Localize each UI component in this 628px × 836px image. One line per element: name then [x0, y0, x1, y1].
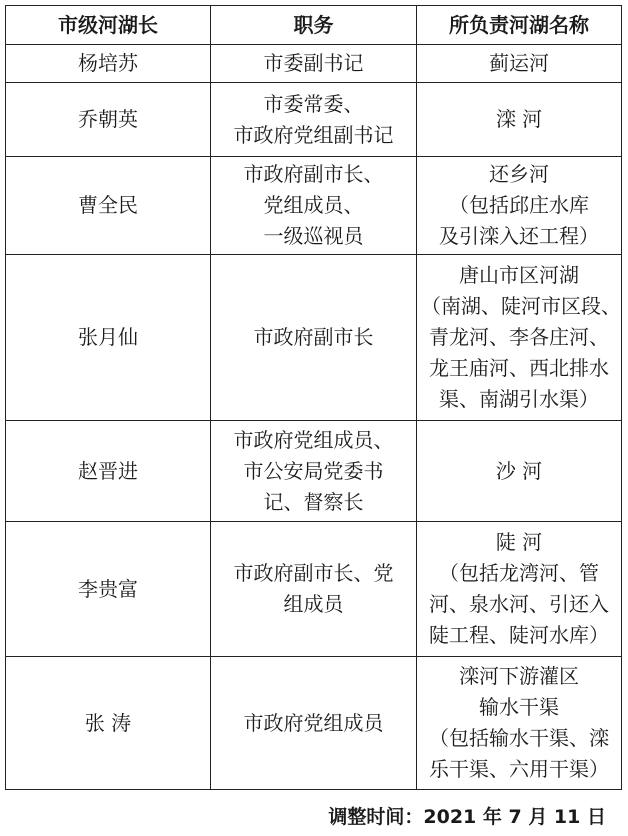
position-line: 市委常委、 [263, 91, 364, 116]
rivers-cell [417, 255, 622, 421]
river-line: （南湖、陡河市区段、 [421, 294, 621, 318]
river-line: 乐干渠、六用干渠） [429, 757, 609, 781]
river-line: 及引滦入还工程） [439, 224, 599, 248]
river-line: 渠、南湖引水渠） [439, 387, 599, 411]
position-line: 市政府副市长 [253, 325, 374, 349]
river-line: 龙王庙河、西北排水 [429, 356, 609, 380]
river-line: 陡 河 [495, 530, 543, 554]
river-line: 陡工程、陡河水库） [429, 623, 609, 647]
chief-name: 杨培苏 [6, 45, 211, 83]
river-line: 河、泉水河、引还入 [429, 592, 609, 616]
river-line: 蓟运河 [489, 51, 549, 75]
header-position: 职务 [211, 6, 417, 45]
rivers-cell [417, 45, 622, 83]
header-chief: 市级河湖长 [6, 6, 211, 45]
table-body [6, 45, 622, 790]
river-line: 滦河下游灌区 [459, 664, 579, 688]
table-row [6, 83, 622, 157]
adjustment-date: 调整时间：2021 年 7 月 11 日 [328, 806, 606, 828]
river-line: （包括龙湾河、管 [439, 561, 599, 585]
chief-name: 赵晋进 [6, 421, 211, 522]
position-line: 市公安局党委书 [243, 458, 384, 483]
position-cell [211, 657, 417, 790]
position-line: 市政府副市长、党 [233, 561, 394, 585]
rivers-cell [417, 657, 622, 790]
river-line: 唐山市区河湖 [459, 263, 579, 287]
position-line: 组成员 [283, 592, 344, 616]
river-line: （包括输水干渠、滦 [429, 726, 609, 750]
position-cell [211, 522, 417, 657]
position-line: 一级巡视员 [263, 224, 364, 248]
chief-name: 张 涛 [6, 657, 211, 790]
position-line: 党组成员、 [263, 193, 364, 217]
position-cell [211, 83, 417, 157]
position-line: 市政府党组副书记 [233, 122, 394, 147]
table-row [6, 157, 622, 255]
position-line: 市政府党组成员、 [233, 427, 394, 452]
rivers-cell [417, 83, 622, 157]
chief-name: 曹全民 [6, 157, 211, 255]
table-row [6, 657, 622, 790]
position-line: 记、督察长 [263, 489, 364, 514]
position-cell [211, 255, 417, 421]
position-line: 市政府党组成员 [243, 710, 384, 735]
header-rivers: 所负责河湖名称 [417, 6, 622, 45]
header-row [6, 6, 622, 45]
position-cell [211, 157, 417, 255]
river-line: 还乡河 [489, 162, 549, 186]
river-line: 输水干渠 [479, 695, 559, 719]
river-line: 滦 河 [495, 107, 543, 131]
river-line: 青龙河、李各庄河、 [429, 325, 609, 349]
table-row [6, 45, 622, 83]
river-line: 沙 河 [495, 458, 543, 483]
table-row [6, 421, 622, 522]
position-line: 市政府副市长、 [243, 162, 384, 186]
position-line: 市委副书记 [263, 51, 364, 75]
rivers-cell [417, 157, 622, 255]
chief-name: 乔朝英 [6, 83, 211, 157]
rivers-cell [417, 522, 622, 657]
river-line: （包括邱庄水库 [449, 193, 589, 217]
rivers-cell [417, 421, 622, 522]
chief-name: 李贵富 [6, 522, 211, 657]
position-cell [211, 421, 417, 522]
chief-name: 张月仙 [6, 255, 211, 421]
river-chief-table [5, 5, 622, 790]
position-cell [211, 45, 417, 83]
table-row [6, 522, 622, 657]
table-row [6, 255, 622, 421]
